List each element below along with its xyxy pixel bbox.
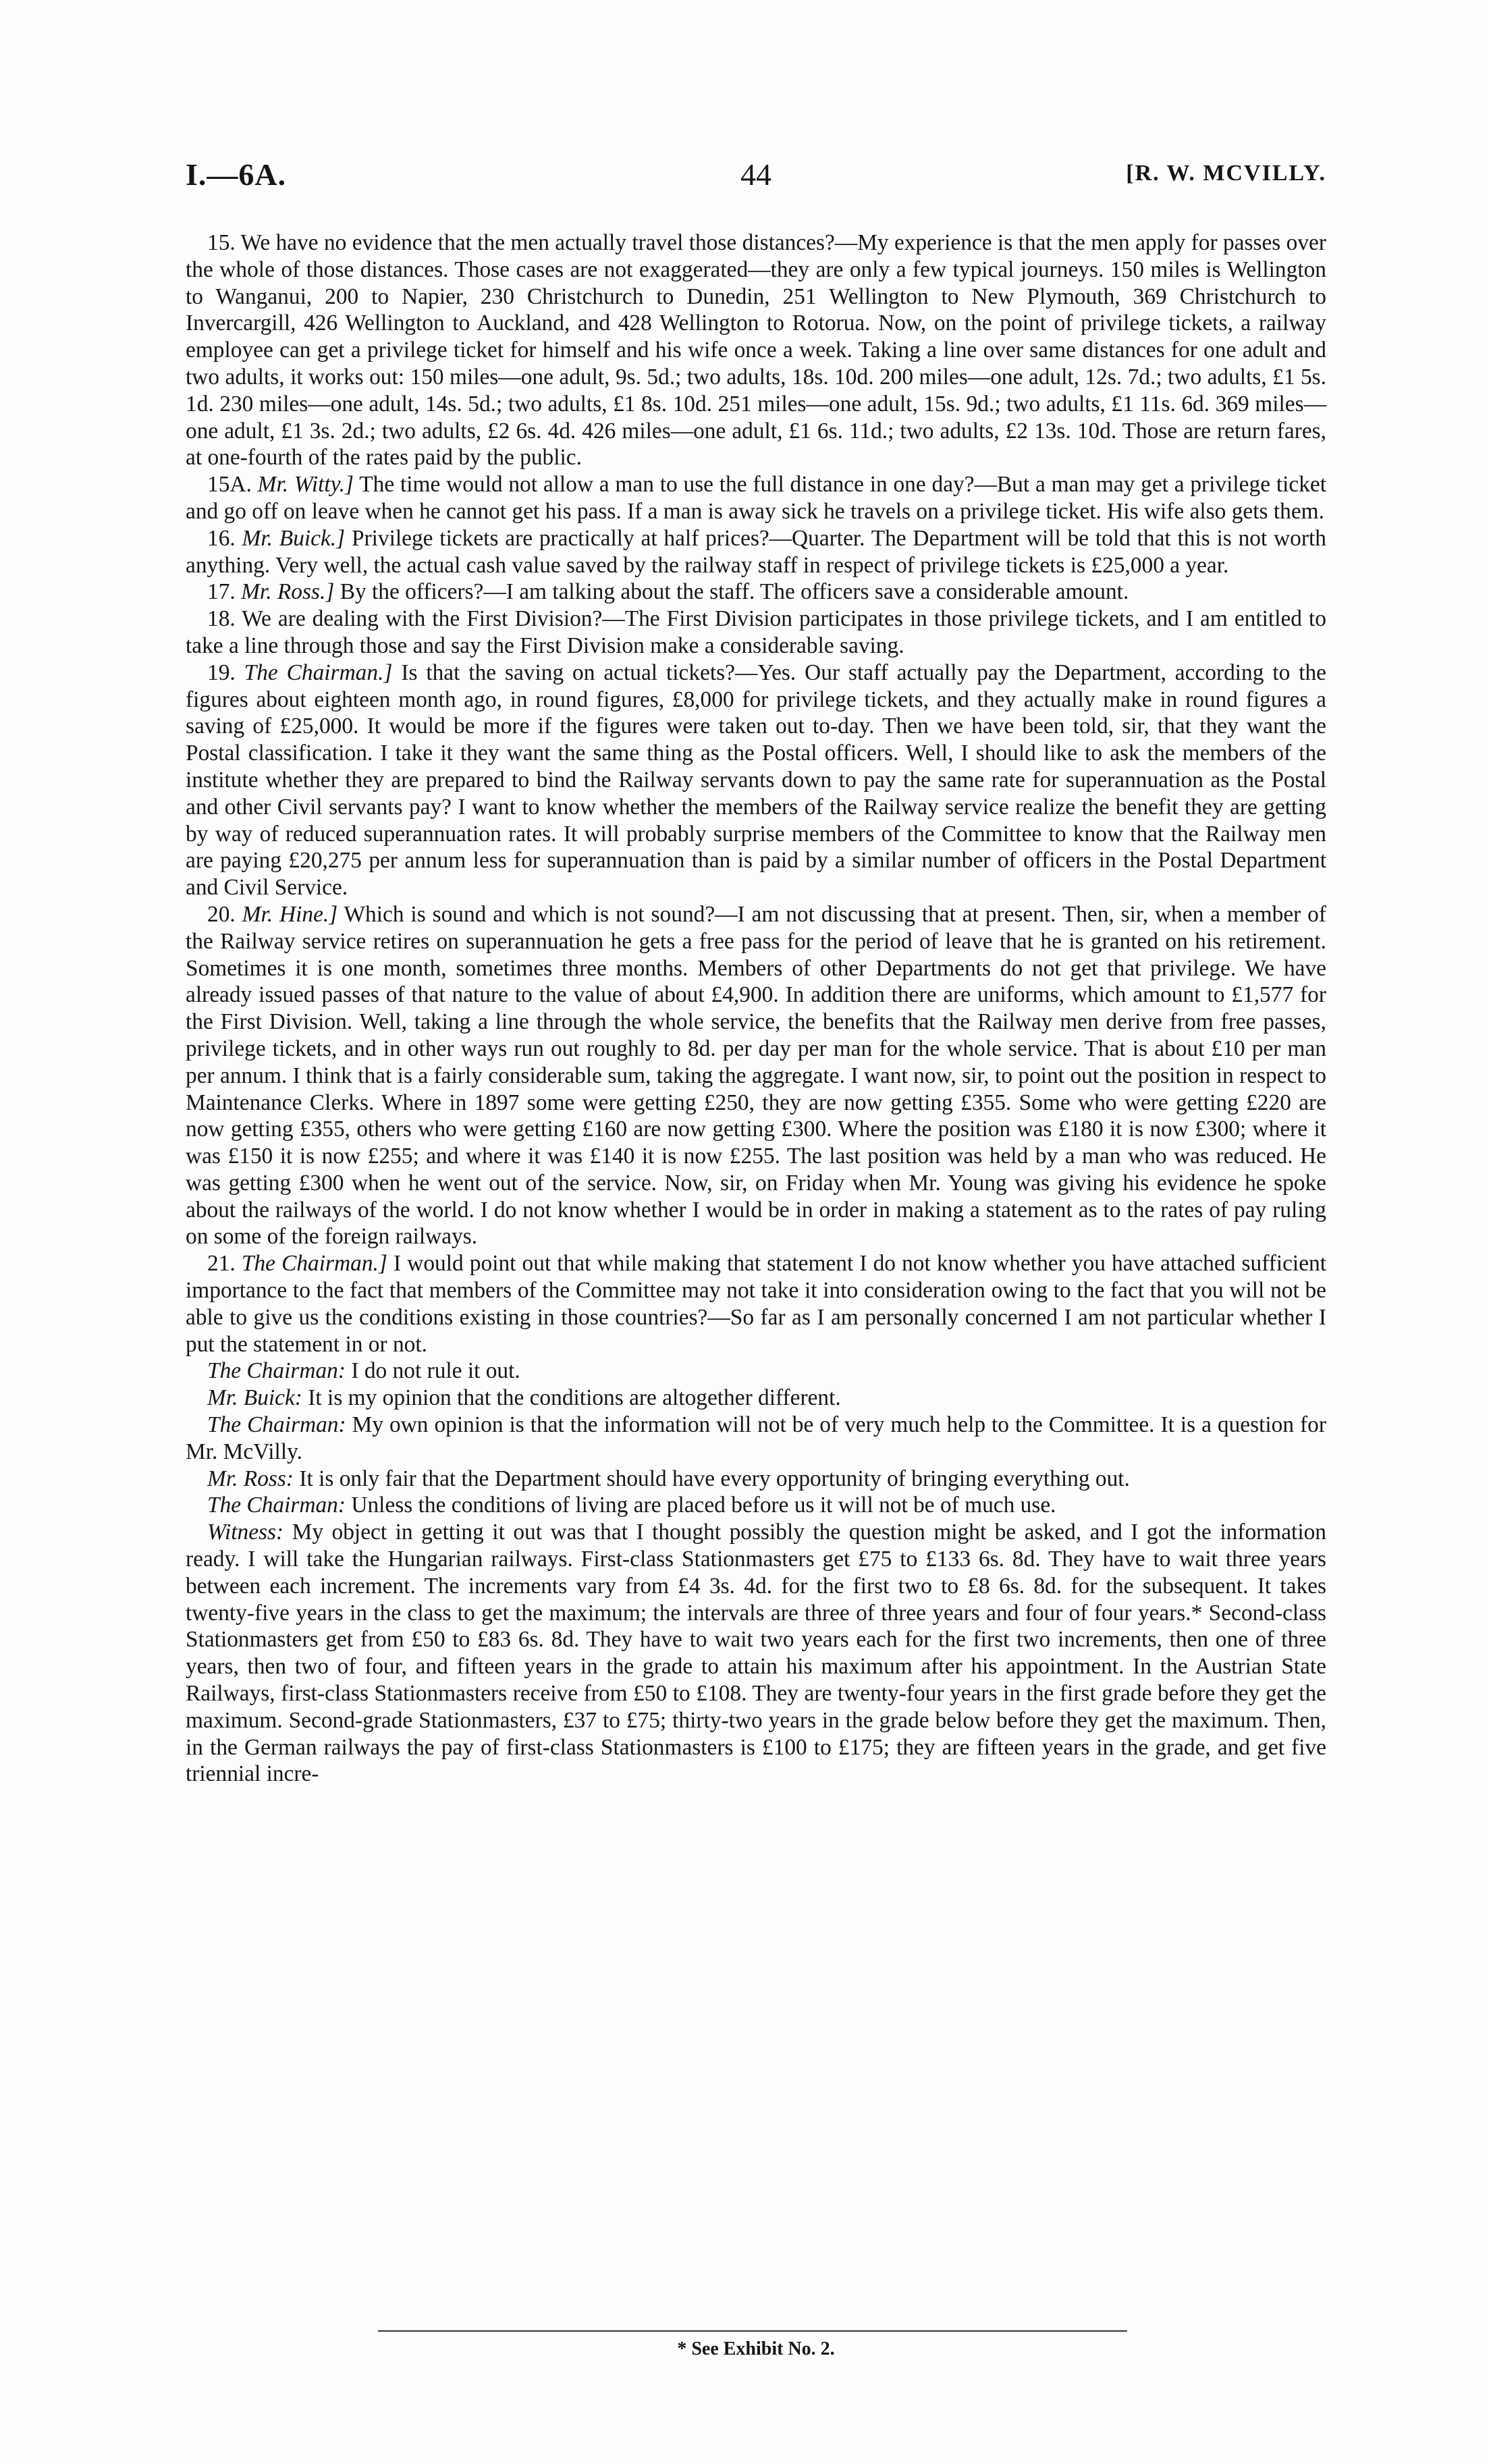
paragraph-15 [186, 230, 1326, 471]
paragraph-20 [186, 901, 1326, 1250]
paragraph-text: Unless the conditions of living are placed before us it will not be of much use. [351, 1493, 1056, 1518]
speaker-label: Mr. Hine.] [242, 901, 338, 927]
speaker-label: The Chairman: [207, 1493, 346, 1518]
paragraph-text: My own opinion is that the information will not be of very much help to the Committee. It is a question for Mr. McVilly. [186, 1412, 1326, 1464]
statement-chairman [186, 1358, 1326, 1385]
speaker-label: Mr. Buick.] [242, 525, 346, 551]
paragraph-text: Which is sound and which is not sound?—I am not discussing that at present. Then, sir, when a member of the Railway service retires on superannuation he gets a free pass for the period of leave that he is granted on his retirement. Sometimes it is one month, sometimes three months. Members of other Departments do not get that privilege. We have already issued passes of that nature to the value of about £4,900. In addition there are uniforms, which amount to £1,577 for the First Division. Well, taking a line through the whole service, the benefits that the Railway men derive from free passes, privilege tickets, and in other ways run out roughly to 8d. per day per man for the whole service. That is about £10 per man per annum. I think that is a fairly considerable sum, taking the aggregate. I want now, sir, to point out the position in respect to Maintenance Clerks. Where in 1897 some were getting £250, they are now getting £355. Some who were getting £220 are now getting £355, others who were getting £160 are now getting £300. Where the position was £180 it is now £300; where it was £150 it is now £255; and where it was £140 it is now £255. The last position was held by a man who was reduced. He was getting £300 when he went out of the service. Now, sir, on Friday when Mr. Young was giving his evidence he spoke about the railways of the world. I do not know whether I would be in order in making a statement as to the rates of pay ruling on some of the foreign railways. [186, 901, 1326, 1250]
paragraph-text: Privilege tickets are practically at half prices?—Quarter. The Department will be told that this is not worth anything. Very well, the actual cash value saved by the railway staff in respect of privilege tickets is £25,000 a year. [186, 525, 1326, 578]
paragraph-text: By the officers?—I am talking about the staff. The officers save a considerable amount. [340, 579, 1129, 605]
paragraph-text: We have no evidence that the men actually travel those distances?—My experience is that the men apply for passes over the whole of those distances. Those cases are not exaggerated—they are only a few typical journeys. 150 miles is Wellington to Wanganui, 200 to Napier, 230 Christchurch to Dunedin, 251 Wellington to New Plymouth, 369 Christchurch to Invercargill, 426 Wellington to Auckland, and 428 Wellington to Rotorua. Now, on the point of privilege tickets, a railway employee can get a privilege ticket for himself and his wife once a week. Taking a line over same distances for one adult and two adults, it works out: 150 miles—one adult, 9s. 5d.; two adults, 18s. 10d. 200 miles—one adult, 12s. 7d.; two adults, £1 5s. 1d. 230 miles—one adult, 14s. 5d.; two adults, £1 8s. 10d. 251 miles—one adult, 15s. 9d.; two adults, £1 11s. 6d. 369 miles—one adult, £1 3s. 2d.; two adults, £2 6s. 4d. 426 miles—one adult, £1 6s. 11d.; two adults, £2 13s. 10d. Those are return fares, at one-fourth of the rates paid by the public. [186, 230, 1326, 471]
page-header [186, 157, 1326, 197]
footnote-divider [378, 2330, 1127, 2332]
paragraph-number: 17. [207, 579, 236, 605]
speaker-label: The Chairman: [207, 1358, 346, 1384]
speaker-label: Mr. Ross.] [241, 579, 335, 605]
paragraph-21 [186, 1250, 1326, 1358]
paragraph-text: I would point out that while making that statement I do not know whether you have attached sufficient importance to the fact that members of the Committee may not take it into consideration owing to the fact that you will not be able to give us the conditions existing in those countries?—So far as I am personally concerned I am not particular whether I put the statement in or not. [186, 1251, 1326, 1357]
paragraph-number: 20. [207, 901, 236, 927]
statement-chairman-2 [186, 1412, 1326, 1466]
paragraph-number: 18. [207, 606, 236, 632]
speaker-label: The Chairman.] [244, 660, 393, 685]
paragraph-text: Is that the saving on actual tickets?—Yes. Our staff actually pay the Department, according to the figures about eighteen month ago, in round figures, £8,000 for privilege tickets, and they actually make in round figures a saving of £25,000. It would be more if the figures were taken out to-day. Then we have been told, sir, that they want the Postal classification. I take it they want the same thing as the Postal officers. Well, I should like to ask the members of the institute whether they are prepared to bind the Railway servants down to pay the same rate for superannuation as the Postal and other Civil servants pay? I want to know whether the members of the Railway service realize the benefit they are getting by way of reduced superannuation rates. It will probably surprise members of the Committee to know that the Railway men are paying £20,275 per annum less for superannuation than is paid by a similar number of officers in the Postal Department and Civil Service. [186, 660, 1326, 901]
paragraph-text: It is my opinion that the conditions are altogether different. [308, 1385, 841, 1411]
statement-ross [186, 1466, 1326, 1493]
statement-buick [186, 1385, 1326, 1412]
footnote: * See Exhibit No. 2. [677, 2338, 835, 2359]
paragraph-number: 16. [207, 525, 236, 551]
paragraph-text: I do not rule it out. [351, 1358, 520, 1384]
speaker-label: The Chairman.] [241, 1251, 387, 1277]
speaker-label: Mr. Witty.] [257, 472, 354, 498]
paragraph-number: 19. [207, 660, 236, 685]
page-number: 44 [740, 157, 771, 192]
speaker-label: The Chairman: [207, 1412, 346, 1438]
paragraph-19 [186, 660, 1326, 901]
paragraph-text: My object in getting it out was that I thought possibly the question might be asked, and I got the information ready. I will take the Hungarian railways. First-class Stationmasters get £75 to £133 6s. 8d. They have to wait three years between each increment. The increments vary from £4 3s. 4d. for the first two to £8 6s. 8d. for the subsequent. It takes twenty-five years in the class to get the maximum; the intervals are three of three years and four of four years.* Second-class Stationmasters get from £50 to £83 6s. 8d. They have to wait two years each for the first two increments, then one of three years, then two of four, and fifteen years in the grade to attain his maximum after his appointment. In the Austrian State Railways, first-class Stationmasters receive from £50 to £108. They are twenty-four years in the first grade before they get the maximum. Second-grade Stationmasters, £37 to £75; thirty-two years in the grade below before they get the maximum. Then, in the German railways the pay of first-class Stationmasters is £100 to £175; they are fifteen years in the grade, and get five triennial incre- [186, 1520, 1326, 1787]
speaker-label: Mr. Buick: [207, 1385, 302, 1411]
paragraph-text: We are dealing with the First Division?—The First Division participates in those privilege tickets, and I am entitled to take a line through those and say the First Division make a considerable saving. [186, 606, 1326, 658]
paragraph-number: 15. [207, 230, 236, 255]
paragraph-number: 15A. [207, 472, 252, 498]
paragraph-text: It is only fair that the Department should have every opportunity of bringing everything out. [299, 1466, 1130, 1491]
paragraph-text: The time would not allow a man to use the full distance in one day?—But a man may get a privilege ticket and go off on leave when he cannot get his pass. If a man is away sick he travels on a privilege ticket. His wife also gets them. [186, 472, 1326, 524]
paragraph-16 [186, 525, 1326, 579]
statement-witness [186, 1519, 1326, 1788]
paragraph-18 [186, 606, 1326, 660]
page-body [186, 230, 1326, 2309]
speaker-label: Witness: [207, 1520, 284, 1545]
speaker-label: Mr. Ross: [207, 1466, 294, 1491]
paper-reference: I.—6A. [186, 157, 287, 192]
paragraph-number: 21. [207, 1251, 236, 1277]
paragraph-15a [186, 471, 1326, 525]
statement-chairman-3 [186, 1492, 1326, 1519]
witness-name: [R. W. MCVILLY. [1126, 161, 1326, 186]
paragraph-17 [186, 579, 1326, 606]
